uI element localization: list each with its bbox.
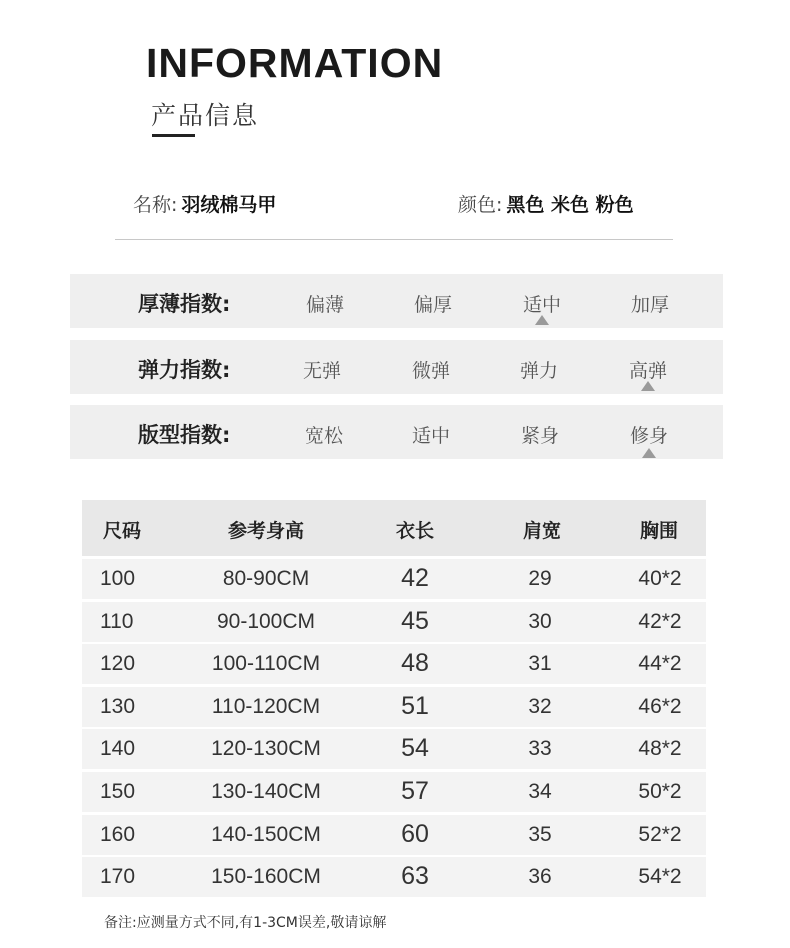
product-color-label: 颜色: xyxy=(458,194,503,216)
table-row xyxy=(82,559,706,599)
height-cell: 120-130CM xyxy=(211,737,321,761)
height-cell: 80-90CM xyxy=(222,567,310,590)
index-option: 适中 xyxy=(522,294,561,316)
index-option: 无弹 xyxy=(302,360,341,382)
selected-marker-icon xyxy=(641,381,655,391)
chest-cell: 54*2 xyxy=(638,865,682,889)
length-cell: 45 xyxy=(401,606,429,635)
shoulder-cell: 30 xyxy=(528,609,552,633)
length-cell: 57 xyxy=(401,776,429,805)
size-cell: 120 xyxy=(100,652,136,676)
index-label: 弹力指数: xyxy=(138,358,231,382)
table-row xyxy=(82,729,706,769)
shoulder-cell: 31 xyxy=(528,652,552,676)
column-header: 肩宽 xyxy=(522,520,562,542)
product-color-value: 黑色 米色 粉色 xyxy=(506,194,634,216)
length-cell: 54 xyxy=(401,734,429,763)
index-option: 宽松 xyxy=(304,425,343,447)
size-cell: 170 xyxy=(100,865,136,889)
index-option: 偏薄 xyxy=(305,294,344,316)
index-option: 适中 xyxy=(411,425,450,447)
index-option: 偏厚 xyxy=(413,294,452,316)
shoulder-cell: 36 xyxy=(528,865,552,889)
table-row xyxy=(82,687,706,727)
chest-cell: 44*2 xyxy=(638,652,682,676)
index-option: 高弹 xyxy=(628,360,667,382)
index-option: 弹力 xyxy=(519,360,558,382)
page-title: INFORMATION xyxy=(146,40,444,86)
shoulder-cell: 33 xyxy=(528,737,552,761)
height-cell: 140-150CM xyxy=(211,822,321,846)
size-cell: 140 xyxy=(100,737,136,761)
chest-cell: 42*2 xyxy=(638,609,682,633)
product-name-value: 羽绒棉马甲 xyxy=(181,194,277,216)
shoulder-cell: 34 xyxy=(528,779,552,803)
table-row xyxy=(82,644,706,684)
height-cell: 100-110CM xyxy=(211,652,321,676)
table-row xyxy=(82,857,706,897)
size-cell: 150 xyxy=(100,779,136,803)
chest-cell: 46*2 xyxy=(638,694,682,718)
chest-cell: 52*2 xyxy=(638,822,682,846)
product-color-row xyxy=(458,190,634,217)
index-option: 加厚 xyxy=(630,294,669,316)
index-label: 厚薄指数: xyxy=(138,292,231,316)
info-divider xyxy=(115,239,673,240)
length-cell: 48 xyxy=(401,649,429,678)
fit-index-row xyxy=(70,405,723,459)
length-cell: 51 xyxy=(401,691,429,720)
height-cell: 110-120CM xyxy=(211,694,321,718)
index-option: 修身 xyxy=(629,425,668,447)
selected-marker-icon xyxy=(642,448,656,458)
size-table-body xyxy=(82,559,706,897)
index-option: 紧身 xyxy=(520,425,559,447)
column-header: 胸围 xyxy=(639,520,679,542)
height-cell: 90-100CM xyxy=(216,609,316,633)
footnote: 备注:应测量方式不同,有1-3CM误差,敬请谅解 xyxy=(104,915,387,931)
table-row xyxy=(82,602,706,642)
chest-cell: 48*2 xyxy=(638,737,682,761)
product-name-row xyxy=(133,190,276,217)
size-cell: 160 xyxy=(100,822,136,846)
shoulder-cell: 32 xyxy=(528,694,552,718)
shoulder-cell: 29 xyxy=(528,567,552,590)
column-header: 参考身高 xyxy=(227,520,305,542)
column-header: 衣长 xyxy=(395,520,435,542)
index-label: 版型指数: xyxy=(138,423,231,447)
selected-marker-icon xyxy=(535,315,549,325)
column-header: 尺码 xyxy=(102,520,142,542)
index-option: 微弹 xyxy=(411,360,450,382)
elasticity-index-row xyxy=(70,340,723,394)
length-cell: 42 xyxy=(401,564,429,592)
height-cell: 130-140CM xyxy=(211,779,321,803)
size-cell: 100 xyxy=(100,567,136,590)
length-cell: 63 xyxy=(401,862,429,891)
size-table-header xyxy=(82,500,706,556)
chest-cell: 50*2 xyxy=(638,779,682,803)
table-row xyxy=(82,815,706,855)
size-table xyxy=(82,500,706,897)
table-row xyxy=(82,772,706,812)
thickness-index-row xyxy=(70,274,723,328)
length-cell: 60 xyxy=(401,819,429,848)
size-cell: 110 xyxy=(100,609,134,633)
shoulder-cell: 35 xyxy=(528,822,552,846)
product-name-label: 名称: xyxy=(133,194,178,216)
chest-cell: 40*2 xyxy=(638,567,682,590)
subtitle-underline xyxy=(152,134,195,137)
height-cell: 150-160CM xyxy=(211,865,321,889)
size-cell: 130 xyxy=(100,694,136,718)
page-subtitle: 产品信息 xyxy=(151,101,260,130)
